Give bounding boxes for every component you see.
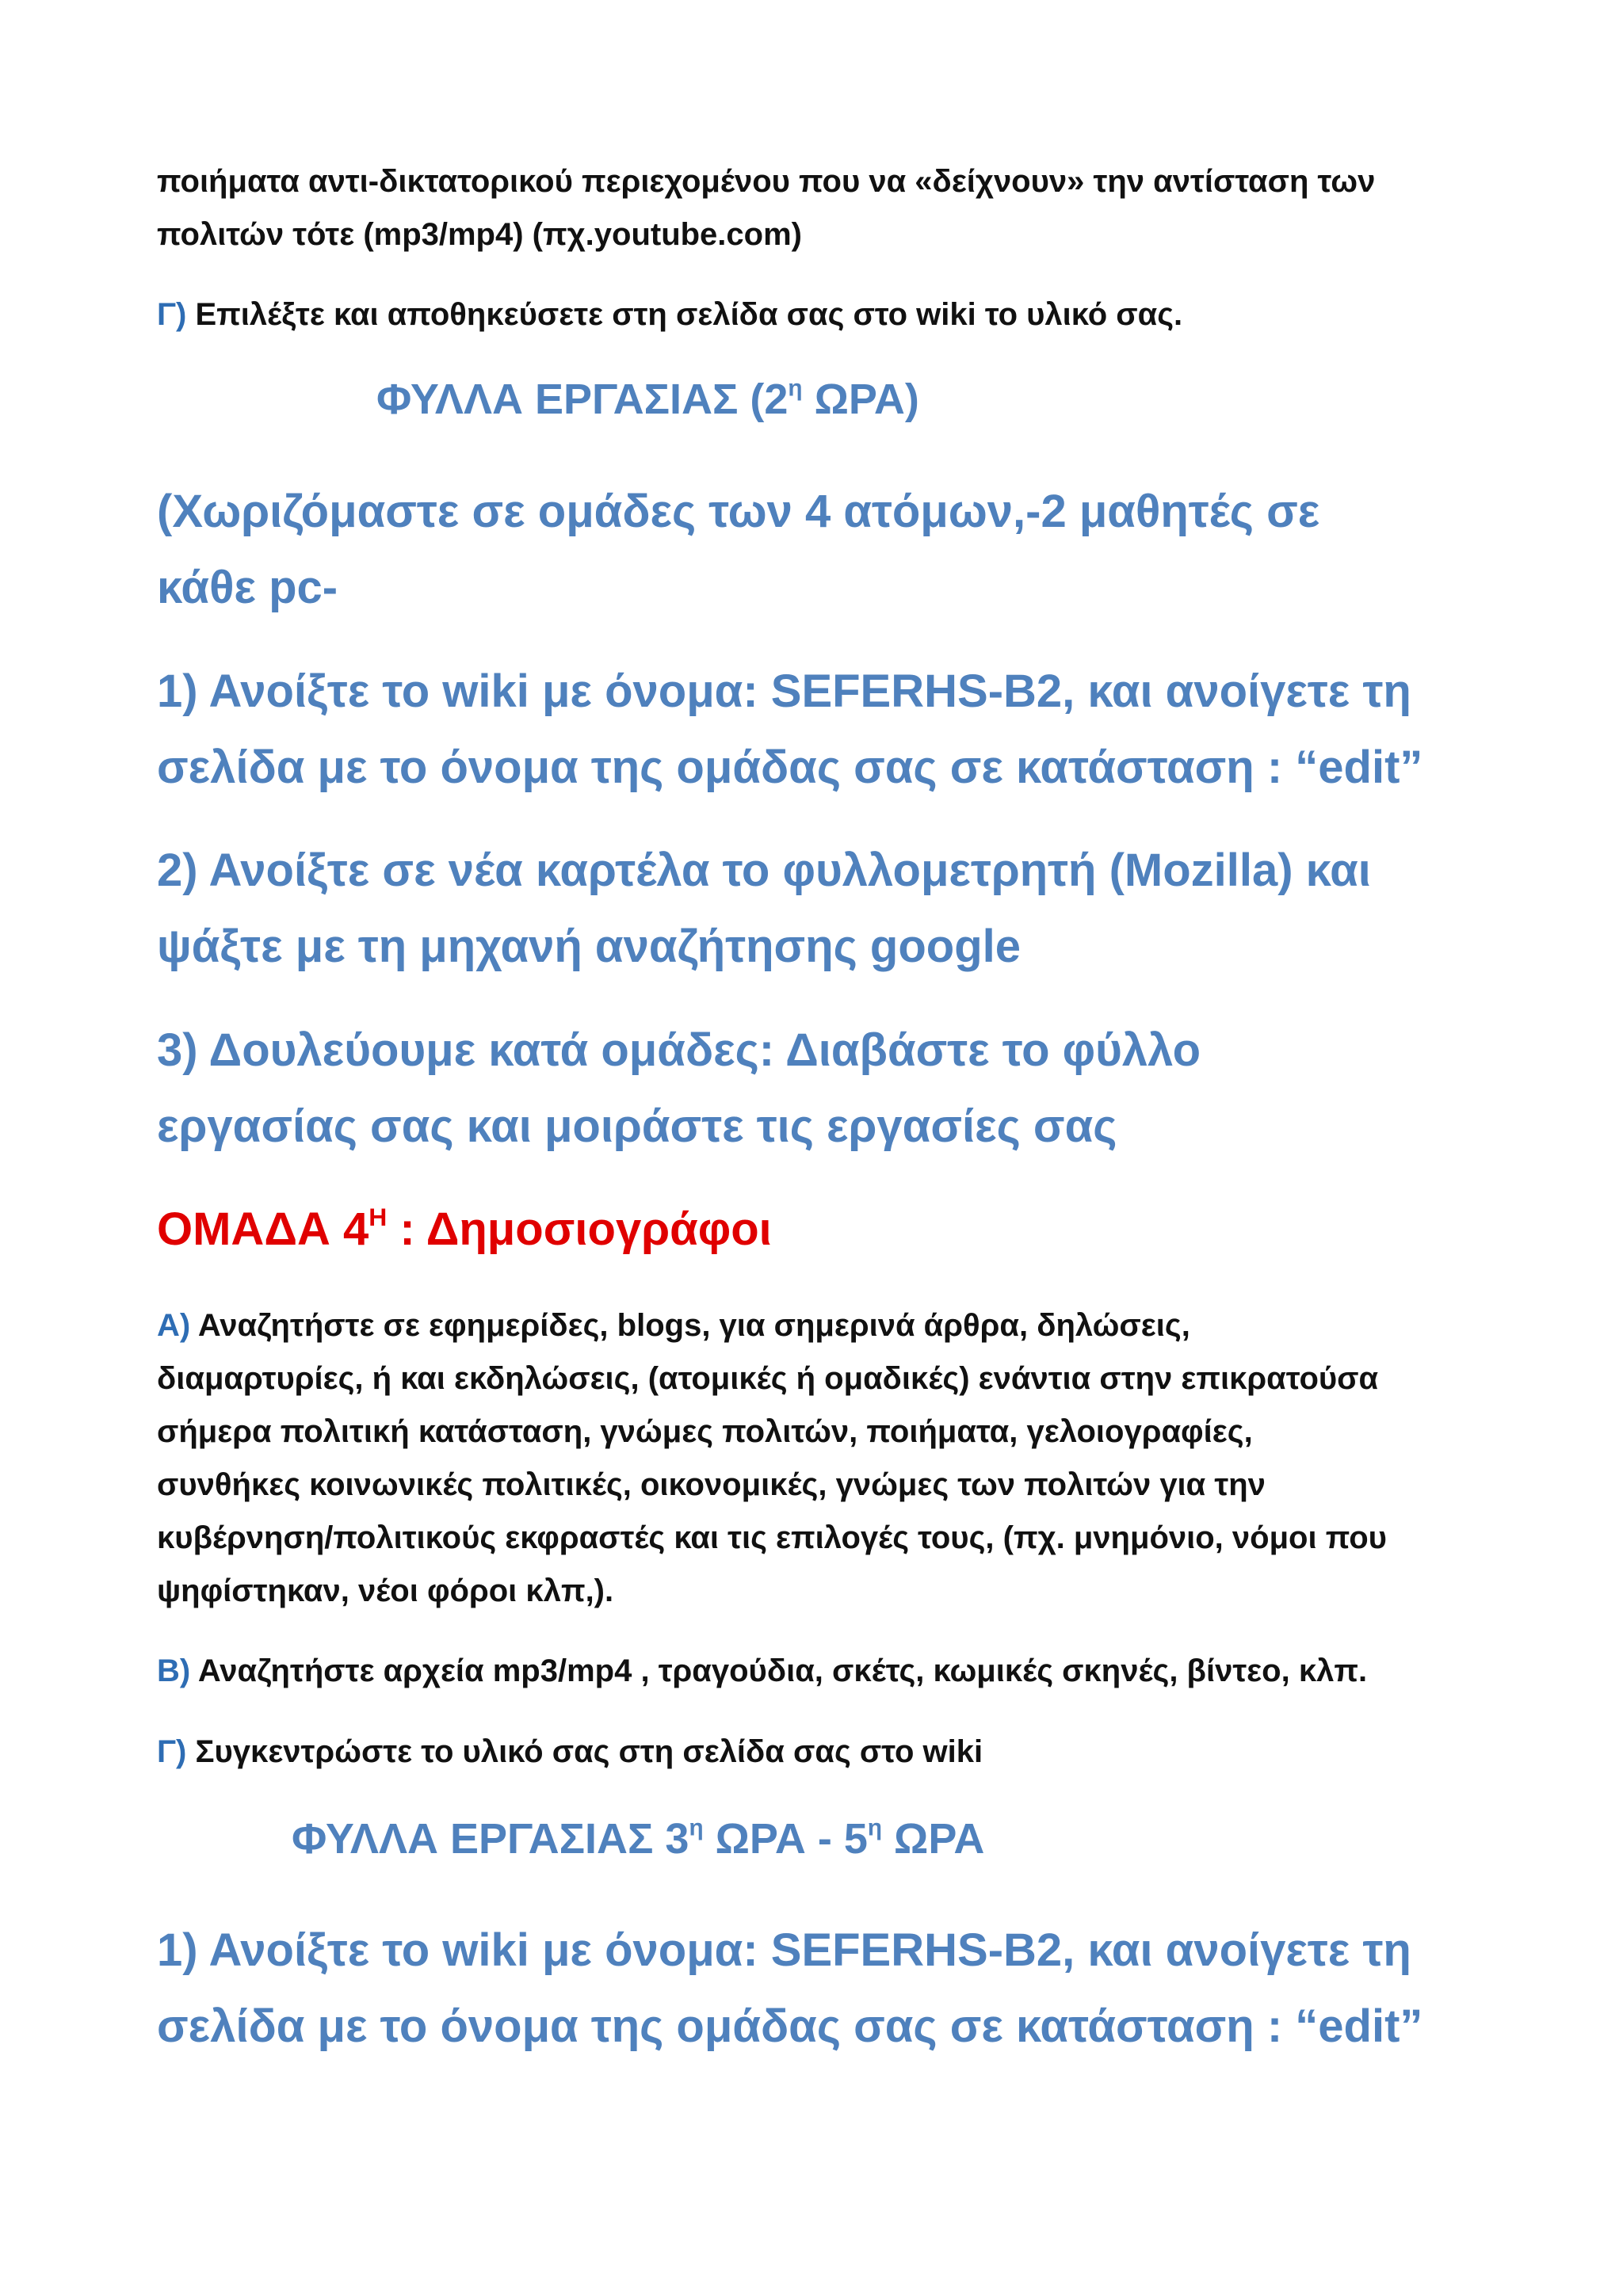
heading-text-end: ΩΡΑ) (802, 376, 919, 423)
item-g-gather-material (157, 1726, 983, 1779)
item-text: Αναζητήστε αρχεία mp3/mp4 , τραγούδια, σκέτς, κωμικές σκηνές, βίντεο, κλπ. (190, 1653, 1368, 1688)
item-a-search-articles (157, 1299, 1387, 1618)
groups-intro-line-2: κάθε pc- (157, 562, 338, 613)
step-2-line-2: ψάξτε με τη μηχανή αναζήτησης google (157, 921, 1022, 972)
step-1-repeat-line-1: 1) Ανοίξτε το wiki με όνομα: SEFERHS-B2, και ανοίγετε τη (157, 1924, 1411, 1976)
top-paragraph-line-2: πολιτών τότε (mp3/mp4) (πχ.youtube.com) (157, 217, 802, 252)
worksheet-heading-hour-2 (376, 375, 919, 424)
group-title-superscript: Η (369, 1203, 388, 1232)
item-a-line-6: ψηφίστηκαν, νέοι φόροι κλπ,). (157, 1573, 614, 1608)
heading-text: ΦΥΛΛΑ ΕΡΓΑΣΙΑΣ 3 (292, 1815, 689, 1863)
group-title-text-end: : Δημοσιογράφοι (387, 1203, 772, 1255)
item-label: Α) (157, 1308, 191, 1343)
heading-text-end: ΩΡΑ (882, 1815, 985, 1863)
top-paragraph (157, 155, 1375, 261)
group-4-title (157, 1203, 772, 1256)
heading-superscript: η (867, 1814, 883, 1841)
step-1-repeat-line-2: σελίδα με το όνομα της ομάδας σας σε κατάσταση : “edit” (157, 2000, 1423, 2052)
heading-text: ΦΥΛΛΑ ΕΡΓΑΣΙΑΣ (2 (376, 376, 789, 423)
step-3-work-in-groups (157, 1013, 1201, 1165)
item-a-line-1 (157, 1299, 1387, 1352)
step-2-line-1: 2) Ανοίξτε σε νέα καρτέλα το φυλλομετρητή (Mozilla) και (157, 845, 1371, 896)
step-3-line-2: εργασίας σας και μοιράστε τις εργασίες σας (157, 1100, 1117, 1152)
heading-superscript: η (788, 375, 803, 402)
item-a-line-5: κυβέρνηση/πολιτικούς εκφραστές και τις επιλογές τους, (πχ. μνημόνιο, νόμοι που (157, 1520, 1387, 1555)
step-1-open-wiki (157, 654, 1423, 806)
heading-superscript: η (689, 1814, 704, 1841)
item-text: Αναζητήστε σε εφημερίδες, blogs, για σημερινά άρθρα, δηλώσεις, (190, 1308, 1190, 1343)
item-label: Β) (157, 1653, 191, 1688)
worksheet-heading-hours-3-5 (292, 1814, 984, 1863)
step-1-open-wiki-repeat (157, 1913, 1423, 2065)
item-a-line-3: σήμερα πολιτική κατάσταση, γνώμες πολιτών, ποιήματα, γελοιογραφίες, (157, 1414, 1253, 1449)
step-2-open-browser (157, 833, 1371, 985)
item-a-line-2: διαμαρτυρίες, ή και εκδηλώσεις, (ατομικές ή ομαδικές) ενάντια στην επικρατούσα (157, 1361, 1379, 1396)
item-text: Επιλέξτε και αποθηκεύσετε στη σελίδα σας στο wiki το υλικό σας. (186, 297, 1183, 332)
item-b-search-media (157, 1645, 1367, 1698)
heading-text-mid: ΩΡΑ - 5 (703, 1815, 868, 1863)
item-text: Συγκεντρώστε το υλικό σας στη σελίδα σας στο wiki (186, 1734, 983, 1769)
step-1-line-2: σελίδα με το όνομα της ομάδας σας σε κατάσταση : “edit” (157, 742, 1423, 793)
item-label: Γ) (157, 1734, 187, 1769)
item-g-save-material (157, 288, 1182, 341)
top-paragraph-line-1: ποιήματα αντι-δικτατορικού περιεχομένου που να «δείχνουν» την αντίσταση των (157, 164, 1376, 199)
step-1-line-1: 1) Ανοίξτε το wiki με όνομα: SEFERHS-B2, και ανοίγετε τη (157, 666, 1411, 717)
groups-intro-line-1: (Χωριζόμαστε σε ομάδες των 4 ατόμων,-2 μαθητές σε (157, 486, 1320, 537)
step-3-line-1: 3) Δουλεύουμε κατά ομάδες: Διαβάστε το φύλλο (157, 1024, 1201, 1076)
item-a-line-4: συνθήκες κοινωνικές πολιτικές, οικονομικές, γνώμες των πολιτών για την (157, 1467, 1266, 1502)
item-label: Γ) (157, 297, 187, 332)
group-title-text: ΟΜΑΔΑ 4 (157, 1203, 369, 1255)
groups-intro (157, 474, 1319, 626)
